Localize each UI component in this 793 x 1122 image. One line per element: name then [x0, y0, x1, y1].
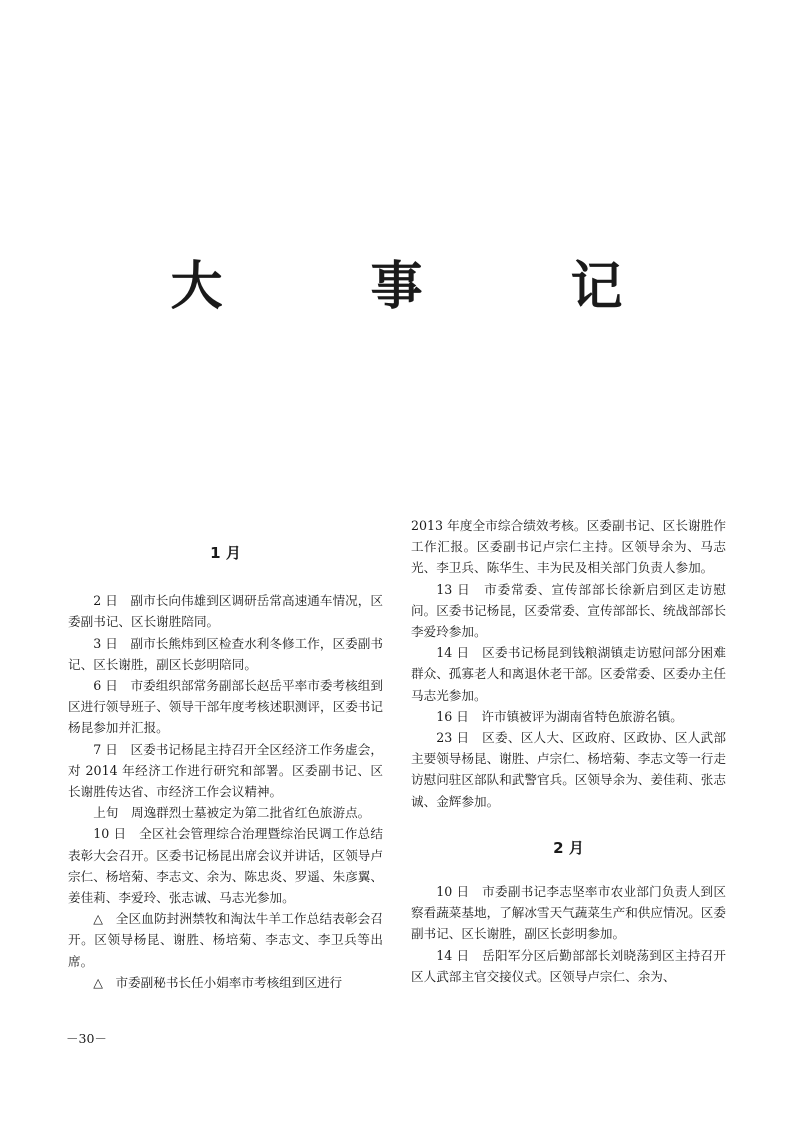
- month-heading-february: 2 月: [553, 838, 584, 857]
- event-entry: 13 日 市委常委、宣传部部长徐新启到区走访慰问。区委书记杨昆，区委常委、宣传部部长、统战部部长李爱玲参加。: [411, 581, 726, 640]
- page-title: 大 事 记: [170, 257, 671, 317]
- event-entry-continuation: 2013 年度全市综合绩效考核。区委副书记、区长谢胜作工作汇报。区委副书记卢宗仁主持。区领导余为、马志光、李卫兵、陈华生、丰为民及相关部门负责人参加。: [411, 518, 726, 576]
- right-column: [411, 515, 726, 987]
- event-entry: 2 日 副市长向伟雄到区调研岳常高速通车情况，区委副书记、区长谢胜陪同。: [68, 593, 383, 630]
- left-column: [68, 515, 383, 993]
- event-entry: 14 日 区委书记杨昆到钱粮湖镇走访慰问部分困难群众、孤寡老人和离退休老干部。区委常委、区委办主任马志光参加。: [411, 645, 726, 703]
- event-entry: 23 日 区委、区人大、区政府、区政协、区人武部主要领导杨昆、谢胜、卢宗仁、杨培菊、李志文等一行走访慰问驻区部队和武警官兵。区领导余为、姜佳莉、张志诚、金辉参加。: [411, 730, 726, 809]
- month-heading-january: 1 月: [210, 544, 241, 562]
- event-entry: △ 全区血防封洲禁牧和淘汰牛羊工作总结表彰会召开。区领导杨昆、谢胜、杨培菊、李志文、李卫兵等出席。: [68, 911, 383, 969]
- event-entry: △ 市委副秘书长任小娟率市考核组到区进行: [93, 974, 343, 990]
- event-entry: 7 日 区委书记杨昆主持召开全区经济工作务虚会，对 2014 年经济工作进行研究和部署。区委副书记、区长谢胜传达省、市经济工作会议精神。: [68, 741, 383, 800]
- event-entry: 上旬 周逸群烈士墓被定为第二批省红色旅游点。: [93, 805, 371, 821]
- event-entry: 16 日 许市镇被评为湖南省特色旅游名镇。: [436, 708, 683, 724]
- page-number: －30－: [66, 1031, 107, 1046]
- event-entry: 3 日 副市长熊炜到区检查水利冬修工作，区委副书记、区长谢胜，副区长彭明陪同。: [68, 635, 383, 672]
- event-entry: 10 日 全区社会管理综合治理暨综治民调工作总结表彰大会召开。区委书记杨昆出席会议并讲话，区领导卢宗仁、杨培菊、李志文、余为、陈忠炎、罗遥、朱彦翼、姜佳莉、李爱玲、张志诚、马志光参加。: [68, 826, 383, 906]
- event-entry: 14 日 岳阳军分区后勤部部长刘晓荡到区主持召开区人武部主官交接仪式。区领导卢宗仁、余为、: [411, 947, 726, 984]
- event-entry: 6 日 市委组织部常务副部长赵岳平率市委考核组到区进行领导班子、领导干部年度考核述职测评，区委书记杨昆参加并汇报。: [68, 678, 383, 736]
- event-entry: 10 日 市委副书记李志坚率市农业部门负责人到区察看蔬菜基地，了解冰雪天气蔬菜生产和供应情况。区委副书记、区长谢胜，副区长彭明参加。: [411, 884, 726, 942]
